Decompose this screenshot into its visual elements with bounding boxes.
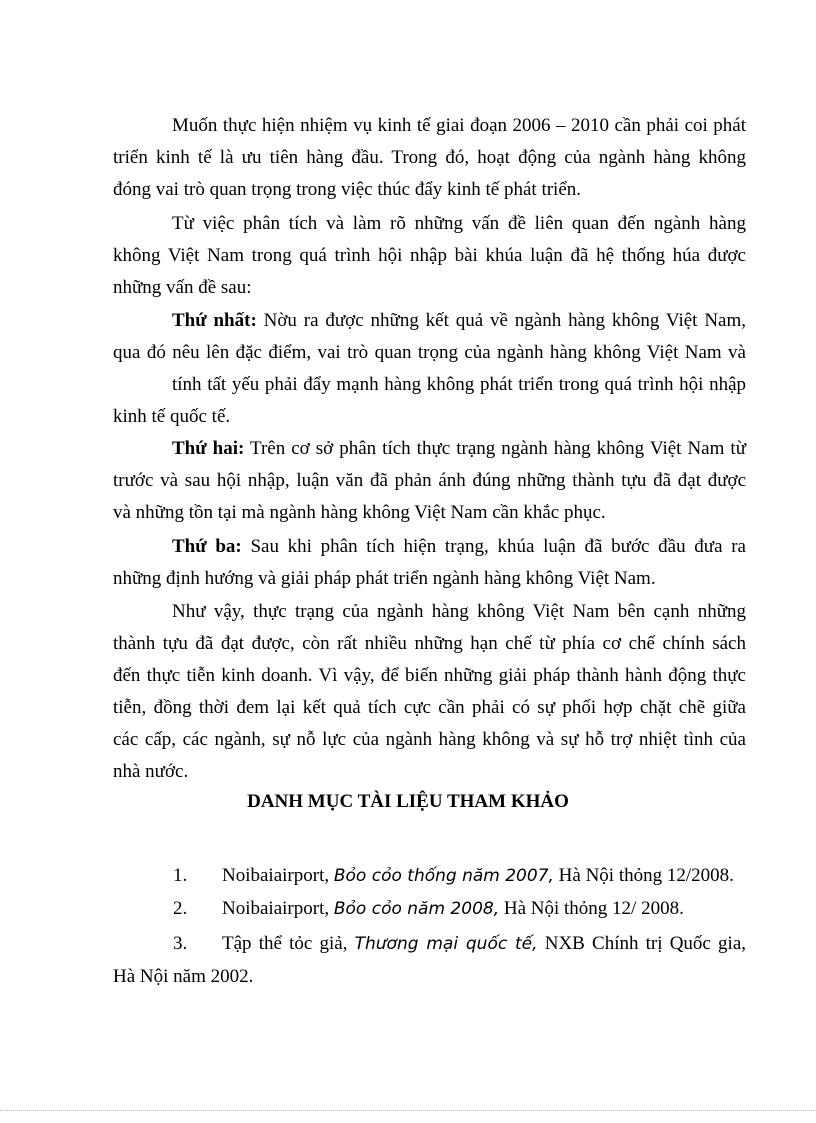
- reference-2-title: Bỏo cỏo năm 2008,: [333, 899, 500, 919]
- paragraph-5-line-1-text: Sau khi phân tích hiện trạng, khúa luận đã bước đầu đưa ra: [241, 536, 746, 557]
- reference-1-details: Hà Nội thỏng 12/2008.: [553, 865, 734, 886]
- paragraph-6-line-4: tiễn, đồng thời đem lại kết quả tích cực cần phải có sự phối hợp chặt chẽ giữa: [113, 697, 746, 718]
- paragraph-6-line-6: nhà nước.: [113, 761, 189, 782]
- paragraph-4-line-1-text: Trên cơ sở phân tích thực trạng ngành hàng không Việt Nam từ: [244, 438, 746, 459]
- paragraph-1-line-2: triển kinh tế là ưu tiên hàng đầu. Trong đó, hoạt động của ngành hàng không: [113, 147, 746, 168]
- reference-1-number: 1.: [173, 865, 188, 886]
- paragraph-2-line-1: Từ việc phân tích và làm rõ những vấn đề liên quan đến ngành hàng: [172, 213, 746, 234]
- paragraph-5-line-2: những định hướng và giải pháp phát triển ngành hàng không Việt Nam.: [113, 568, 656, 589]
- paragraph-6-line-5: các cấp, các ngành, sự nỗ lực của ngành hàng không và sự hỗ trợ nhiệt tình của: [113, 729, 746, 750]
- reference-2-author: Noibaiairport,: [222, 898, 334, 919]
- reference-3: [222, 932, 746, 956]
- reference-3-number: 3.: [173, 933, 188, 954]
- paragraph-1-line-1: Muốn thực hiện nhiệm vụ kinh tế giai đoạn 2006 – 2010 cần phải coi phát: [172, 115, 746, 136]
- paragraph-1-line-3: đóng vai trò quan trọng trong việc thúc đẩy kinh tế phát triển.: [113, 179, 582, 200]
- paragraph-4-line-2: trước và sau hội nhập, luận văn đã phản ánh đúng những thành tựu đã đạt được: [113, 470, 746, 491]
- paragraph-6-line-3: đến thực tiễn kinh doanh. Vì vậy, để biến những giải pháp thành hành động thực: [113, 665, 746, 686]
- reference-2: [222, 897, 684, 921]
- paragraph-2-line-3: những vấn đề sau:: [113, 277, 252, 298]
- lead-thu-hai: Thứ hai:: [172, 438, 245, 459]
- paragraph-3-line-1: [172, 309, 746, 333]
- reference-2-details: Hà Nội thỏng 12/ 2008.: [499, 898, 684, 919]
- reference-3-author: Tập thể tỏc giả,: [222, 933, 355, 954]
- paragraph-3-line-2: qua đó nêu lên đặc điểm, vai trò quan trọng của ngành hàng không Việt Nam và: [113, 342, 746, 363]
- paragraph-6-line-2: thành tựu đã đạt được, còn rất nhiều những hạn chế từ phía cơ chế chính sách: [113, 633, 746, 654]
- paragraph-3-line-4: kinh tế quốc tế.: [113, 406, 231, 427]
- paragraph-6-line-1: Như vậy, thực trạng của ngành hàng không Việt Nam bên cạnh những: [172, 601, 746, 622]
- paragraph-2-line-2: không Việt Nam trong quá trình hội nhập bài khúa luận đã hệ thống húa được: [113, 245, 746, 266]
- lead-thu-ba: Thứ ba:: [172, 536, 242, 557]
- paragraph-3-line-1-text: Nờu ra được những kết quả về ngành hàng không Việt Nam,: [256, 310, 746, 331]
- reference-1-author: Noibaiairport,: [222, 865, 334, 886]
- lead-thu-nhat: Thứ nhất:: [172, 310, 257, 331]
- references-heading: DANH MỤC TÀI LIỆU THAM KHẢO: [247, 791, 569, 812]
- reference-3-title: Thương mại quốc tế,: [354, 934, 538, 954]
- paragraph-5-line-1: [172, 535, 746, 559]
- reference-1-title: Bỏo cỏo thống năm 2007,: [333, 866, 554, 886]
- paragraph-4-line-1: [172, 437, 746, 461]
- reference-3-details: NXB Chính trị Quốc gia,: [537, 933, 746, 954]
- paragraph-3-line-3: tính tất yếu phải đẩy mạnh hàng không phát triển trong quá trình hội nhập: [172, 374, 746, 395]
- reference-1: [222, 864, 734, 888]
- page-bottom-divider: [0, 1110, 816, 1111]
- paragraph-4-line-3: và những tồn tại mà ngành hàng không Việt Nam cần khắc phục.: [113, 502, 606, 523]
- reference-3-continuation: Hà Nội năm 2002.: [113, 966, 254, 987]
- reference-2-number: 2.: [173, 898, 188, 919]
